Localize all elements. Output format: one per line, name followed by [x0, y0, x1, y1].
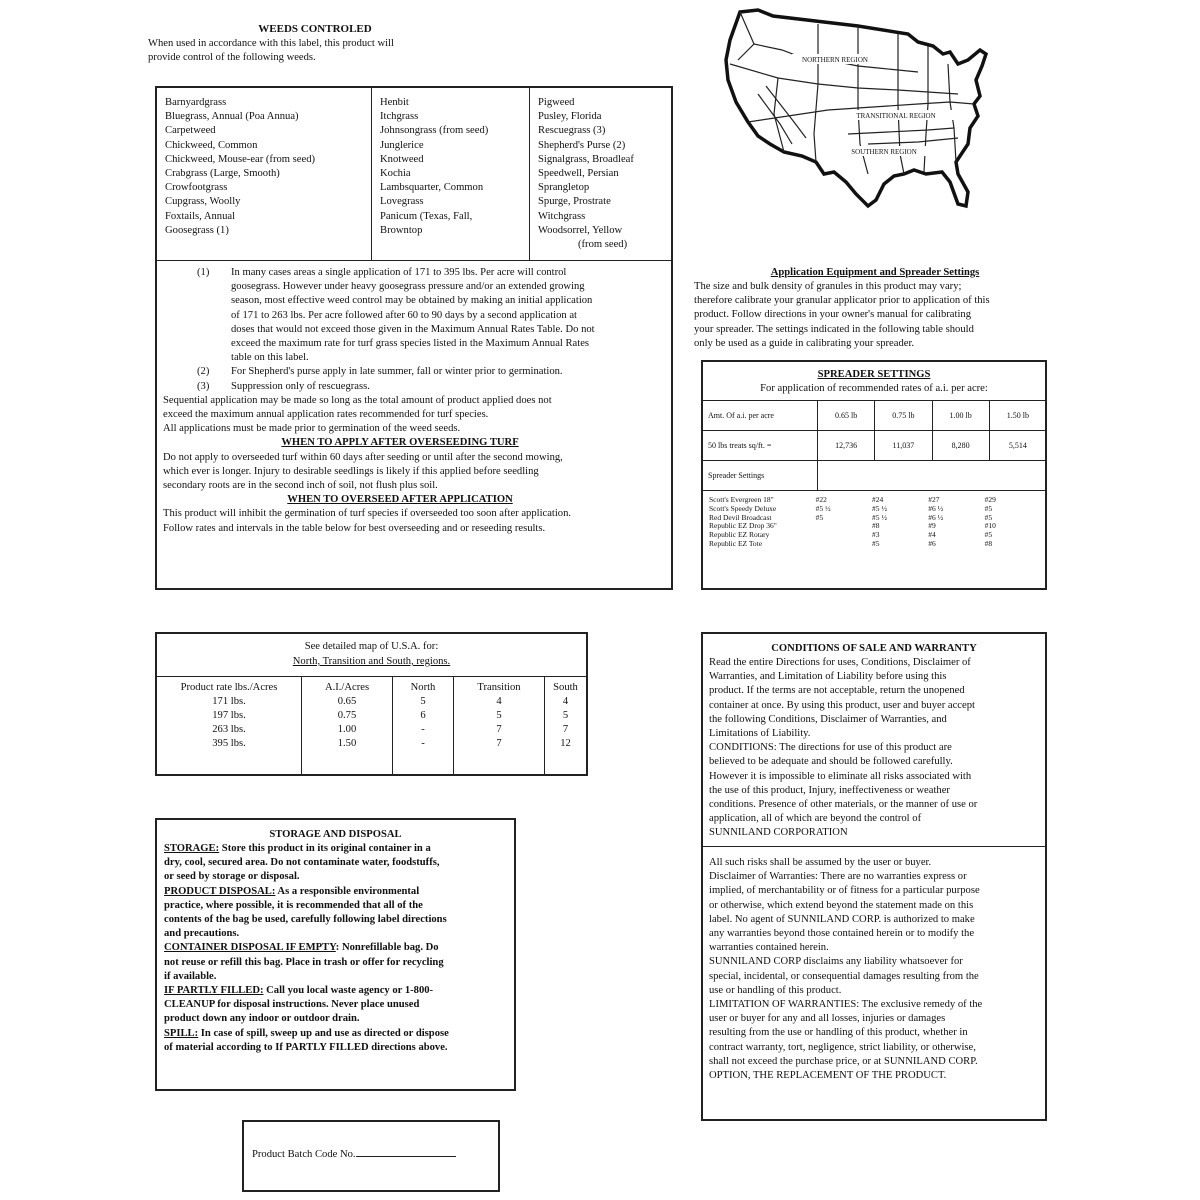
regions-table — [157, 677, 586, 774]
conditions-line: the following Conditions, Disclaimer of Warranties, and — [709, 713, 947, 725]
conditions-line: container at once. By using this product, user and buyer accept — [709, 699, 975, 711]
table-cell: 0.65 — [337, 696, 357, 707]
table-cell: 197 lbs. — [212, 710, 246, 721]
storage-text: : Nonrefillable bag. Do — [335, 942, 439, 954]
storage-section-label: CONTAINER DISPOSAL IF EMPTY — [164, 942, 336, 954]
conditions-text-1 — [709, 656, 1045, 841]
storage-line — [164, 1027, 514, 1041]
storage-line — [164, 984, 514, 998]
table-row: Amt. Of a.i. per acre 0.65 lb 0.75 lb 1.00 lb 1.50 lb — [702, 401, 1047, 431]
batch-code-field — [252, 1146, 456, 1162]
weed-item: Woodsorrel, Yellow — [538, 224, 623, 236]
weed-item: Shepherd's Purse (2) — [538, 139, 626, 151]
table-cell: 7 — [562, 724, 569, 735]
conditions-title: CONDITIONS OF SALE AND WARRANTY — [771, 643, 977, 654]
weed-item: Crabgrass (Large, Smooth) — [165, 168, 280, 180]
weed-item: Bluegrass, Annual (Poa Annua) — [165, 111, 299, 123]
overseeding-heading: WHEN TO APPLY AFTER OVERSEEDING TURF — [281, 437, 519, 449]
weed-item: Goosegrass (1) — [165, 224, 229, 236]
storage-line — [164, 1012, 514, 1026]
conditions-line: Warranties, and Limitation of Liability before using this — [709, 671, 947, 683]
spreader-setting-value: #24 — [871, 495, 884, 504]
conditions-line: Limitations of Liability. — [709, 728, 811, 740]
spreader-name: Republic EZ Tote — [709, 538, 763, 548]
storage-line — [164, 899, 514, 913]
footnote-text: In many cases areas a single application of 171 to 395 lbs. Per acre will control goosegrass. However under heavy goosegrass pressure and/or an extended growing season, most effective weed control may be obtained by making an initial application of 171 to 263 lbs. Per acre followed after 60 to 90 days by a second application at doses that would not exceed those given in the Maximum Annual Rates Table. Do not exceed the maximum rate for turf grass species listed in the Maximum Annual Rates table on this label. — [231, 267, 595, 364]
conditions-line: product. If the terms are not acceptable, return the unopened — [709, 685, 965, 697]
conditions-line: SUNNILAND CORPORATION — [709, 827, 848, 839]
storage-text: if available. — [164, 970, 217, 982]
table-cell: 4 — [496, 696, 502, 707]
equipment-text: The size and bulk density of granules in this product may vary; therefore calibrate your granular applicator prior to application of this product. Follow directions in your owner's manual for calibrating your spreader. The settings indicated in the following table should only be used as a guide in calibrating your spreader. — [694, 281, 990, 349]
conditions-line: LIMITATION OF WARRANTIES: The exclusive remedy of the — [709, 999, 983, 1011]
regions-subheader: North, Transition and South, regions. — [292, 656, 451, 667]
batch-code-label: Product Batch Code No. — [252, 1149, 356, 1160]
weed-item: Junglerice — [380, 139, 424, 151]
batch-code-blank — [356, 1146, 456, 1157]
footnote-2: (2) For Shepherd's purse apply in late summer, fall or winter prior to germination. — [197, 366, 563, 378]
storage-line — [164, 870, 514, 884]
weed-item: Signalgrass, Broadleaf — [538, 153, 634, 165]
storage-disposal-box — [155, 818, 516, 1091]
conditions-line: warranties contained herein. — [709, 942, 829, 954]
conditions-line: special, incidental, or consequential damages resulting from the — [709, 970, 979, 982]
storage-text: In case of spill, sweep up and use as directed or dispose — [198, 1027, 449, 1039]
divider — [157, 260, 671, 261]
equipment-title: Application Equipment and Spreader Settings — [770, 267, 980, 278]
weed-item: Carpetweed — [165, 125, 216, 137]
column-transition — [454, 677, 545, 774]
storage-text: or seed by storage or disposal. — [164, 871, 300, 883]
table-cell: 1.00 — [337, 724, 357, 735]
weed-item: Knotweed — [380, 153, 424, 165]
overseed-text: This product will inhibit the germination of turf species if overseeded too soon after application. Follow rates and intervals in the table below for best overseeding and or reseeding results. — [163, 508, 572, 534]
table-cell: 5 — [496, 710, 502, 721]
spreader-setting-value: #6 ½ — [928, 512, 944, 522]
conditions-text-2 — [709, 856, 1045, 1083]
spreader-setting-value — [816, 531, 872, 540]
weed-item: Browntop — [380, 224, 423, 236]
column-south — [545, 677, 587, 774]
table-cell: 263 lbs. — [212, 724, 246, 735]
table-cell: 7 — [496, 738, 502, 749]
spreader-title: SPREADER SETTINGS — [817, 369, 931, 380]
table-cell: 171 lbs. — [212, 696, 246, 707]
conditions-line: All such risks shall be assumed by the user or buyer. — [709, 857, 932, 868]
storage-section-label: SPILL: — [164, 1027, 199, 1039]
storage-text: As a responsible environmental — [275, 885, 420, 897]
spreader-setting-value: #5 — [984, 503, 993, 513]
spreader-setting-value: #9 — [928, 521, 936, 531]
weed-item: Speedwell, Persian — [538, 168, 619, 180]
table-row — [157, 677, 586, 774]
overseeding-text: Do not apply to overseeded turf within 60 days after seeding or until after the second mowing, which ever is longer. Injury to desirable seedlings is likely if this applied before seedling secondary roots are in the second inch of soil, not flush plus soil. — [163, 451, 563, 492]
conditions-line: contract warranty, tort, negligence, strict liability, or otherwise, — [709, 1041, 976, 1053]
conditions-line: OPTION, THE REPLACEMENT OF THE PRODUCT. — [709, 1070, 947, 1082]
conditions-line: any warranties beyond those contained herein or to modify the — [709, 928, 975, 940]
weed-item: Crowfootgrass — [165, 182, 228, 194]
map-label-transitional: TRANSITIONAL REGION — [856, 112, 936, 120]
weed-item: Pigweed — [538, 97, 575, 108]
weed-item: Foxtails, Annual — [165, 210, 236, 222]
table-cell: 12 — [560, 738, 571, 749]
table-cell: 5 — [420, 696, 426, 707]
table-cell: - — [421, 738, 425, 749]
weeds-notes — [163, 266, 667, 536]
weeds-title: WEEDS CONTROLED — [258, 23, 372, 35]
storage-section-label: PRODUCT DISPOSAL: — [164, 885, 276, 897]
spreader-setting-value — [816, 540, 872, 549]
storage-text: not reuse or refill this bag. Place in trash or offer for recycling — [164, 956, 444, 968]
footnote-1: (1) In many cases areas a single application of 171 to 395 lbs. Per acre will control goosegrass. However under heavy goosegrass pressure and/or an extended growing season, most effective weed control may be obtained by making an initial application of 171 to 263 lbs. Per acre followed after 60 to 90 days by a second application at doses that would not exceed those given in the Maximum Annual Rates Table. Do not exceed the maximum rate for turf grass species listed in the Maximum Annual Rates table on this label. — [163, 266, 667, 365]
storage-line — [164, 941, 514, 955]
storage-line — [164, 1041, 514, 1055]
conditions-line: CONDITIONS: The directions for use of this product are — [709, 742, 952, 754]
spreader-setting-value: #27 — [928, 495, 940, 504]
weed-item: Witchgrass — [538, 210, 586, 222]
weed-item: Chickweed, Mouse-ear (from seed) — [165, 153, 316, 165]
conditions-line: user or buyer for any and all losses, injuries or damages — [709, 1013, 946, 1025]
storage-section-label: IF PARTLY FILLED: — [164, 985, 264, 997]
map-label-southern: SOUTHERN REGION — [851, 148, 917, 156]
spreader-setting-value: #22 — [815, 495, 827, 504]
weed-item: Itchgrass — [380, 111, 419, 123]
table-cell: - — [421, 724, 425, 735]
storage-text: of material according to If PARTLY FILLED directions above. — [164, 1041, 448, 1053]
spreader-setting-value: #10 — [984, 521, 996, 531]
footnote-3: (3) Suppression only of rescuegrass. — [197, 380, 370, 392]
column-product-rate — [157, 677, 302, 774]
spreader-setting-value: #5 — [815, 512, 824, 522]
conditions-line: the use of this product, Injury, ineffectiveness or weather — [709, 784, 950, 796]
storage-line — [164, 970, 514, 984]
spreader-rates-table — [701, 400, 1047, 491]
storage-line — [164, 998, 514, 1012]
table-row: Spreader Settings — [702, 461, 1047, 491]
spreader-setting-value: #5 ½ — [871, 503, 887, 513]
weed-item: Spurge, Prostrate — [538, 196, 611, 208]
weed-item: Panicum (Texas, Fall, — [380, 210, 473, 222]
weed-item: Lovegrass — [380, 196, 424, 208]
us-map-graphic — [718, 4, 988, 216]
column-header: Transition — [477, 682, 521, 693]
spreader-setting-value: #5 — [871, 538, 880, 548]
conditions-box — [701, 632, 1047, 1121]
column-north — [393, 677, 454, 774]
conditions-line: conditions. Presence of other materials, or the manner of use or — [709, 799, 978, 811]
regions-table-box — [155, 632, 588, 776]
weeds-intro: When used in accordance with this label, this product will provide control of the following weeds. — [148, 38, 394, 64]
weed-item: Chickweed, Common — [165, 139, 258, 151]
table-cell: 1.50 — [337, 738, 357, 749]
table-cell: 0.75 — [337, 710, 357, 721]
table-cell: 7 — [496, 724, 502, 735]
storage-line — [164, 913, 514, 927]
conditions-line: application, all of which are beyond the control of — [709, 813, 922, 825]
table-cell: 5 — [562, 710, 569, 721]
spreader-settings-table — [709, 496, 1041, 549]
us-region-map — [718, 4, 988, 216]
table-cell: 395 lbs. — [212, 738, 246, 749]
column-header: Product rate lbs./Acres — [180, 682, 278, 693]
conditions-line: use or handling of this product. — [709, 984, 842, 996]
storage-text: dry, cool, secured area. Do not contaminate water, foodstuffs, — [164, 857, 440, 869]
storage-text: CLEANUP for disposal instructions. Never place unused — [164, 999, 420, 1011]
conditions-line: implied, of merchantability or of fitness for a particular purpose — [709, 885, 980, 897]
conditions-line: or otherwise, which extend beyond the statement made on this — [709, 899, 974, 911]
weeds-box — [155, 86, 673, 590]
column-ai-acres — [302, 677, 393, 774]
weed-item: Henbit — [380, 97, 409, 108]
sequential-note: Sequential application may be made so long as the total amount of product applied does not exceed the maximum annual application rates recommended for turf species. All applications must be made prior to germination of the weed seeds. — [163, 394, 552, 435]
divider — [703, 846, 1045, 847]
table-cell: 4 — [562, 696, 569, 707]
weed-item: Cupgrass, Woolly — [165, 196, 241, 208]
spreader-subtitle: For application of recommended rates of a.i. per acre: — [760, 383, 988, 394]
storage-line — [164, 842, 514, 856]
spreader-setting-value: #5 — [984, 512, 993, 522]
overseed-heading: WHEN TO OVERSEED AFTER APPLICATION — [287, 494, 513, 506]
conditions-line: However it is impossible to eliminate all risks associated with — [709, 770, 972, 782]
spreader-setting-value: #6 — [928, 538, 936, 548]
column-header: A.I./Acres — [324, 682, 370, 693]
weed-item: Johnsongrass (from seed) — [380, 125, 489, 137]
spreader-setting-value: #8 — [984, 538, 993, 548]
conditions-line: shall not exceed the purchase price, or at SUNNILAND CORP. — [709, 1055, 978, 1067]
spreader-name: Red Devil Broadcast — [709, 512, 772, 522]
storage-text: and precautions. — [164, 928, 240, 940]
spreader-name: Scott's Evergreen 18" — [709, 495, 774, 504]
spreader-setting-value: #5 ½ — [815, 503, 831, 513]
spreader-setting-value: #29 — [984, 495, 996, 504]
weed-item: (from seed) — [578, 239, 628, 251]
column-header: North — [410, 682, 436, 693]
weed-item: Lambsquarter, Common — [380, 182, 484, 194]
storage-body — [164, 842, 514, 1055]
storage-text: practice, where possible, it is recommended that all of the — [164, 899, 423, 911]
conditions-line: believed to be adequate and should be followed carefully. — [709, 756, 953, 768]
map-label-northern: NORTHERN REGION — [802, 56, 868, 64]
table-cell: 6 — [420, 710, 426, 721]
storage-text: product down any indoor or outdoor drain. — [164, 1013, 360, 1025]
spreader-setting-value: #5 — [984, 530, 993, 540]
storage-line — [164, 885, 514, 899]
spreader-setting-value: #6 ½ — [928, 503, 944, 513]
weeds-column-2 — [372, 88, 530, 260]
table-row — [709, 540, 1041, 549]
weeds-column-1 — [157, 88, 371, 260]
spreader-settings-box — [701, 360, 1047, 590]
batch-code-box — [242, 1120, 500, 1192]
weeds-column-3 — [530, 88, 671, 260]
storage-line — [164, 856, 514, 870]
spreader-setting-value: #3 — [871, 530, 880, 540]
weed-item: Kochia — [380, 168, 411, 180]
spreader-setting-value: #5 ½ — [871, 512, 887, 522]
weed-item: Pusley, Florida — [538, 111, 602, 123]
weed-item: Sprangletop — [538, 182, 590, 194]
regions-header: See detailed map of U.S.A. for: — [304, 641, 439, 652]
weed-item: Barnyardgrass — [165, 97, 227, 108]
storage-text: Store this product in its original container in a — [219, 843, 431, 854]
storage-text: Call you local waste agency or 1-800- — [263, 985, 434, 997]
conditions-line: SUNNILAND CORP disclaims any liability whatsoever for — [709, 956, 963, 968]
spreader-name: Republic EZ Drop 36" — [709, 521, 777, 531]
conditions-line: Read the entire Directions for uses, Conditions, Disclaimer of — [709, 657, 971, 668]
storage-text: contents of the bag be used, carefully following label directions — [164, 914, 447, 926]
table-row: 50 lbs treats sq/ft. = 12,736 11,037 8,280 5,514 — [702, 431, 1047, 461]
conditions-line: label. No agent of SUNNILAND CORP. is authorized to make — [709, 913, 975, 925]
storage-line — [164, 927, 514, 941]
spreader-name: Scott's Speedy Deluxe — [709, 503, 777, 513]
spreader-name: Republic EZ Rotary — [709, 530, 770, 540]
conditions-line: Disclaimer of Warranties: There are no warranties express or — [709, 871, 967, 883]
spreader-setting-value: #8 — [871, 521, 880, 531]
storage-title: STORAGE AND DISPOSAL — [269, 829, 402, 840]
column-header: South — [553, 682, 578, 693]
storage-line — [164, 956, 514, 970]
weed-item: Rescuegrass (3) — [538, 125, 606, 137]
spreader-setting-value: #4 — [928, 530, 936, 540]
storage-section-label: STORAGE: — [164, 843, 220, 854]
conditions-line: resulting from the use or handling of this product, whether in — [709, 1027, 968, 1039]
spreader-setting-value — [816, 522, 872, 531]
